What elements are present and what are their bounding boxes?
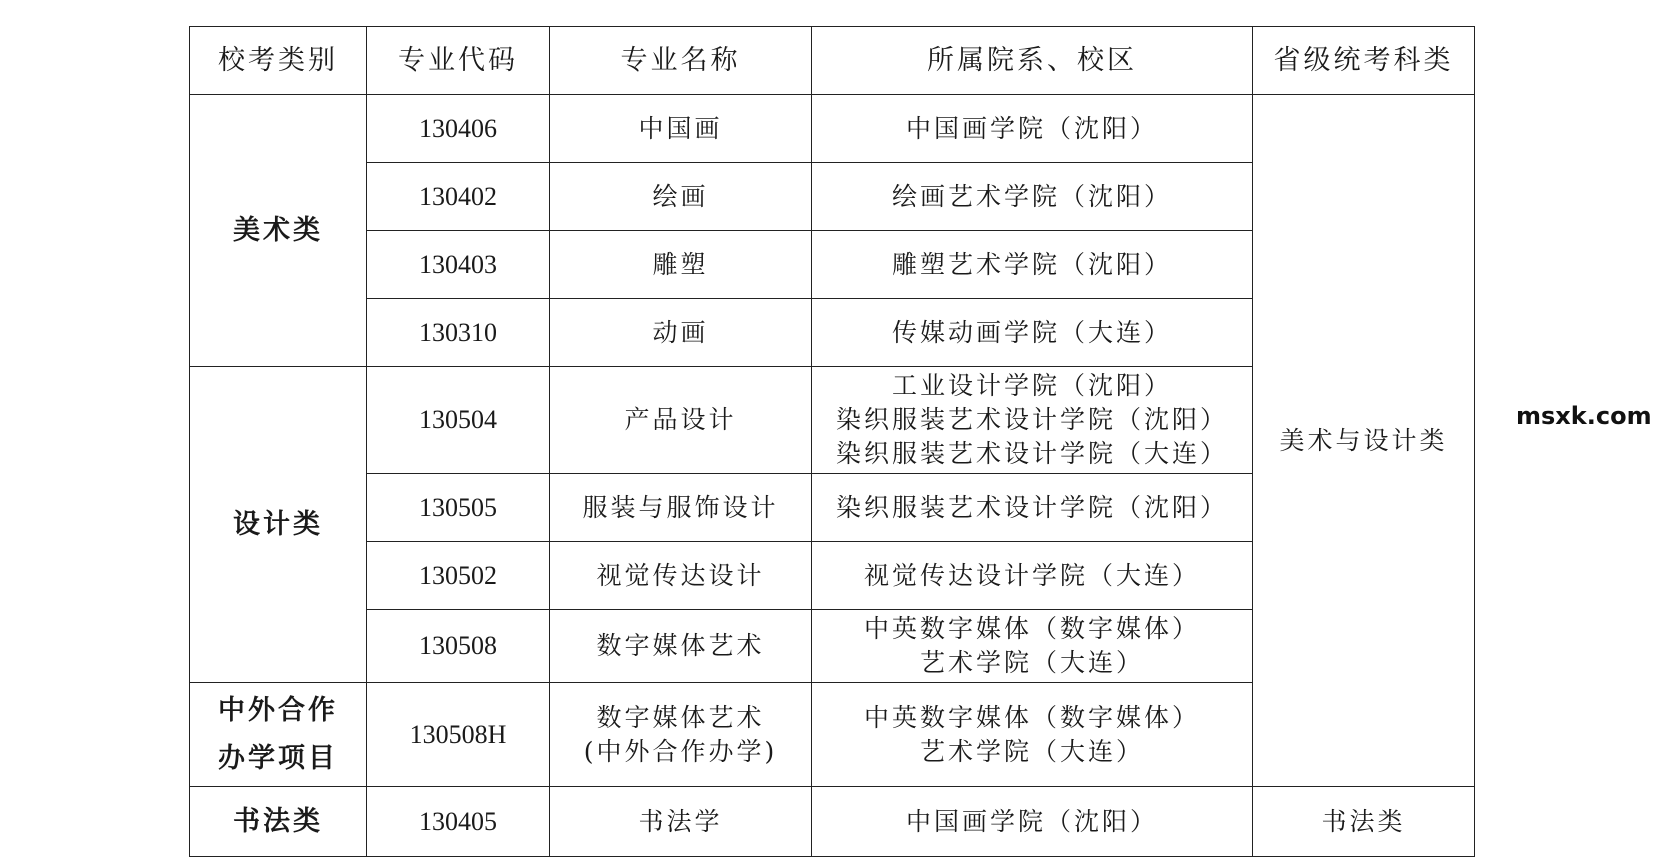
major-name: 数字媒体艺术	[550, 610, 812, 683]
major-code: 130508H	[367, 683, 550, 787]
header-department: 所属院系、校区	[812, 27, 1253, 95]
department: 中英数字媒体（数字媒体） 艺术学院（大连）	[812, 683, 1253, 787]
major-name: 动画	[550, 299, 812, 367]
category-fine-arts: 美术类	[190, 95, 367, 367]
major-name: 数字媒体艺术 (中外合作办学)	[550, 683, 812, 787]
major-code: 130406	[367, 95, 550, 163]
major-name: 绘画	[550, 163, 812, 231]
exam-subject-art-design: 美术与设计类	[1253, 95, 1475, 787]
table-row	[190, 95, 1475, 163]
major-name: 产品设计	[550, 367, 812, 474]
exam-subject-calligraphy: 书法类	[1253, 787, 1475, 857]
category-coop: 中外合作 办学项目	[190, 683, 367, 787]
major-code: 130402	[367, 163, 550, 231]
header-code: 专业代码	[367, 27, 550, 95]
watermark-text: msxk.com	[1516, 402, 1652, 430]
major-code: 130405	[367, 787, 550, 857]
major-name: 雕塑	[550, 231, 812, 299]
department: 中英数字媒体（数字媒体） 艺术学院（大连）	[812, 610, 1253, 683]
major-code: 130403	[367, 231, 550, 299]
department: 绘画艺术学院（沈阳）	[812, 163, 1253, 231]
category-design: 设计类	[190, 367, 367, 683]
major-name: 视觉传达设计	[550, 542, 812, 610]
major-code: 130310	[367, 299, 550, 367]
department: 雕塑艺术学院（沈阳）	[812, 231, 1253, 299]
header-exam-subject: 省级统考科类	[1253, 27, 1475, 95]
header-major-name: 专业名称	[550, 27, 812, 95]
major-name: 中国画	[550, 95, 812, 163]
department: 传媒动画学院（大连）	[812, 299, 1253, 367]
header-row	[190, 27, 1475, 95]
major-name: 书法学	[550, 787, 812, 857]
department: 工业设计学院（沈阳） 染织服装艺术设计学院（沈阳） 染织服装艺术设计学院（大连）	[812, 367, 1253, 474]
department: 中国画学院（沈阳）	[812, 787, 1253, 857]
category-calligraphy: 书法类	[190, 787, 367, 857]
major-code: 130508	[367, 610, 550, 683]
department: 视觉传达设计学院（大连）	[812, 542, 1253, 610]
majors-table	[189, 26, 1475, 857]
department: 中国画学院（沈阳）	[812, 95, 1253, 163]
table-row	[190, 787, 1475, 857]
major-name: 服装与服饰设计	[550, 474, 812, 542]
major-code: 130502	[367, 542, 550, 610]
major-code: 130504	[367, 367, 550, 474]
major-code: 130505	[367, 474, 550, 542]
department: 染织服装艺术设计学院（沈阳）	[812, 474, 1253, 542]
header-category: 校考类别	[190, 27, 367, 95]
